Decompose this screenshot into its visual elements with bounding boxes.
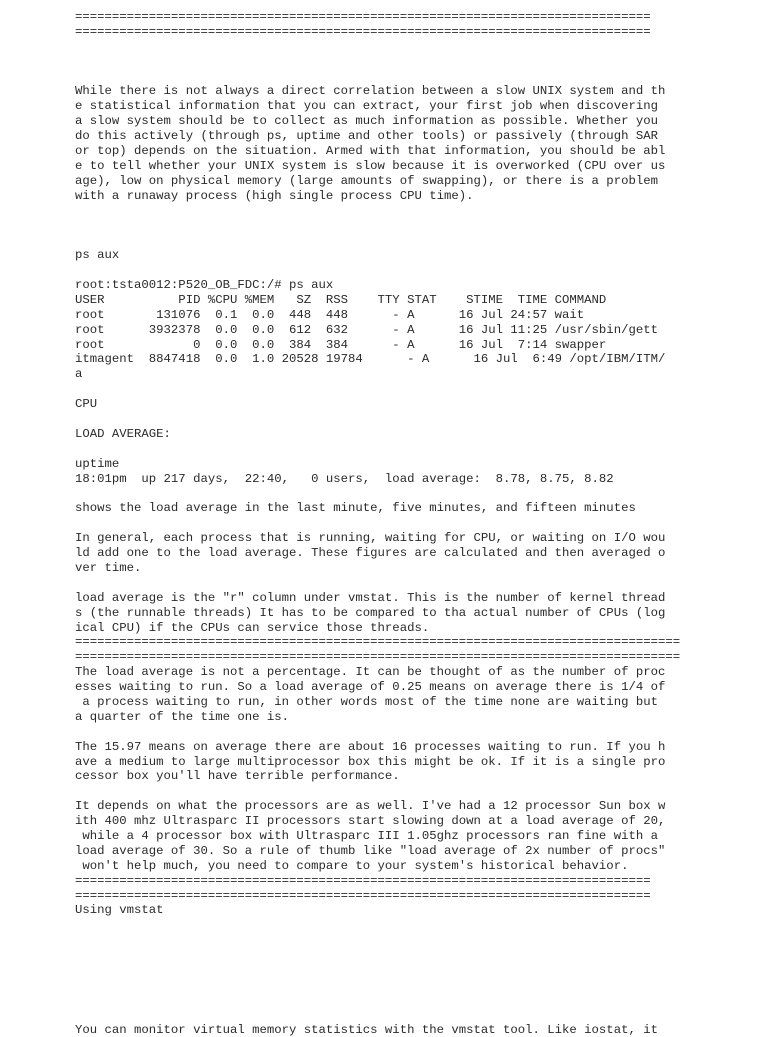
intro-paragraph <box>75 84 755 203</box>
general-paragraph <box>75 531 755 576</box>
ps-row: root 3932378 0.0 0.0 612 632 - A 16 Jul 11:25 /usr/sbin/gett <box>75 322 658 337</box>
fifteen-paragraph <box>75 740 755 785</box>
ps-output-block <box>75 278 755 382</box>
text-line: s (the runnable threads) It has to be compared to tha actual number of CPUs (log <box>75 605 666 620</box>
text-line: cessor box you'll have terrible performance. <box>75 769 400 784</box>
text-line: a slow system should be to collect as much information as possible. Whether you <box>75 114 658 129</box>
text-line: ical CPU) if the CPUs can service those threads. <box>75 620 430 635</box>
text-line: ld add one to the load average. These figures are calculated and then averaged o <box>75 546 666 561</box>
text-line: with a runaway process (high single process CPU time). <box>75 188 474 203</box>
text-line: load average of 30. So a rule of thumb like "load average of 2x number of procs" <box>75 843 666 858</box>
text-line: ave a medium to large multiprocessor box this might be ok. If it is a single pro <box>75 754 666 769</box>
text-line: The 15.97 means on average there are about 16 processes waiting to run. If you h <box>75 739 666 754</box>
separator-rule: ============================================================================== <box>75 873 651 888</box>
text-line: ith 400 mhz Ultrasparc II processors start slowing down at a load average of 20, <box>75 814 666 829</box>
uptime-command: uptime <box>75 456 120 471</box>
text-line: While there is not always a direct correlation between a slow UNIX system and th <box>75 84 666 99</box>
text-line: It depends on what the processors are as well. I've had a 12 processor Sun box w <box>75 799 666 814</box>
text-line: age), low on physical memory (large amounts of swapping), or there is a problem <box>75 173 658 188</box>
ps-row: root 131076 0.1 0.0 448 448 - A 16 Jul 24:57 wait <box>75 307 585 322</box>
separator-rule: ============================================================================== <box>75 888 651 903</box>
text-line: do this actively (through ps, uptime and other tools) or passively (through SAR <box>75 129 658 144</box>
text-line: e to tell whether your UNIX system is slow because it is overworked (CPU over us <box>75 158 666 173</box>
uptime-output: 18:01pm up 217 days, 22:40, 0 users, load average: 8.78, 8.75, 8.82 <box>75 471 614 486</box>
percentage-paragraph <box>75 665 755 725</box>
ps-row: itmagent 8847418 0.0 1.0 20528 19784 - A 16 Jul 6:49 /opt/IBM/ITM/ <box>75 352 666 367</box>
separator-rule: ================================================================================== <box>75 650 681 665</box>
shell-prompt: root:tsta0012:P520_OB_FDC:/# ps aux <box>75 278 334 293</box>
text-line: load average is the "r" column under vmstat. This is the number of kernel thread <box>75 590 666 605</box>
cpu-heading: CPU <box>75 397 98 412</box>
text-line: won't help much, you need to compare to your system's historical behavior. <box>75 858 629 873</box>
shows-text: shows the load average in the last minute, five minutes, and fifteen minutes <box>75 501 636 516</box>
document-page <box>75 10 755 1037</box>
ps-row-wrap: a <box>75 367 83 382</box>
text-line: or top) depends on the situation. Armed with that information, you should be abl <box>75 144 666 159</box>
vmstat-intro: You can monitor virtual memory statistics with the vmstat tool. Like iostat, it <box>75 1022 658 1037</box>
text-line: while a 4 processor box with Ultrasparc III 1.05ghz processors ran fine with a <box>75 828 658 843</box>
separator-rule: ============================================================================== <box>75 10 651 24</box>
separator-rule: ================================================================================== <box>75 635 681 650</box>
depends-paragraph <box>75 799 755 873</box>
ps-header-row: USER PID %CPU %MEM SZ RSS TTY STAT STIME TIME COMMAND <box>75 292 607 307</box>
text-line: The load average is not a percentage. It can be thought of as the number of proc <box>75 665 666 680</box>
ps-row: root 0 0.0 0.0 384 384 - A 16 Jul 7:14 swapper <box>75 337 607 352</box>
vmstat-r-paragraph <box>75 591 755 636</box>
separator-rule: ============================================================================== <box>75 24 651 39</box>
ps-command: ps aux <box>75 248 120 263</box>
text-line: e statistical information that you can extract, your first job when discovering <box>75 99 658 114</box>
text-line: esses waiting to run. So a load average of 0.25 means on average there is 1/4 of <box>75 680 666 695</box>
text-line: In general, each process that is running, waiting for CPU, or waiting on I/O wou <box>75 531 666 546</box>
section-heading-vmstat: Using vmstat <box>75 903 164 918</box>
text-line: a quarter of the time one is. <box>75 709 290 724</box>
text-line: a process waiting to run, in other words most of the time none are waiting but <box>75 694 658 709</box>
load-average-heading: LOAD AVERAGE: <box>75 426 171 441</box>
text-line: ver time. <box>75 560 142 575</box>
